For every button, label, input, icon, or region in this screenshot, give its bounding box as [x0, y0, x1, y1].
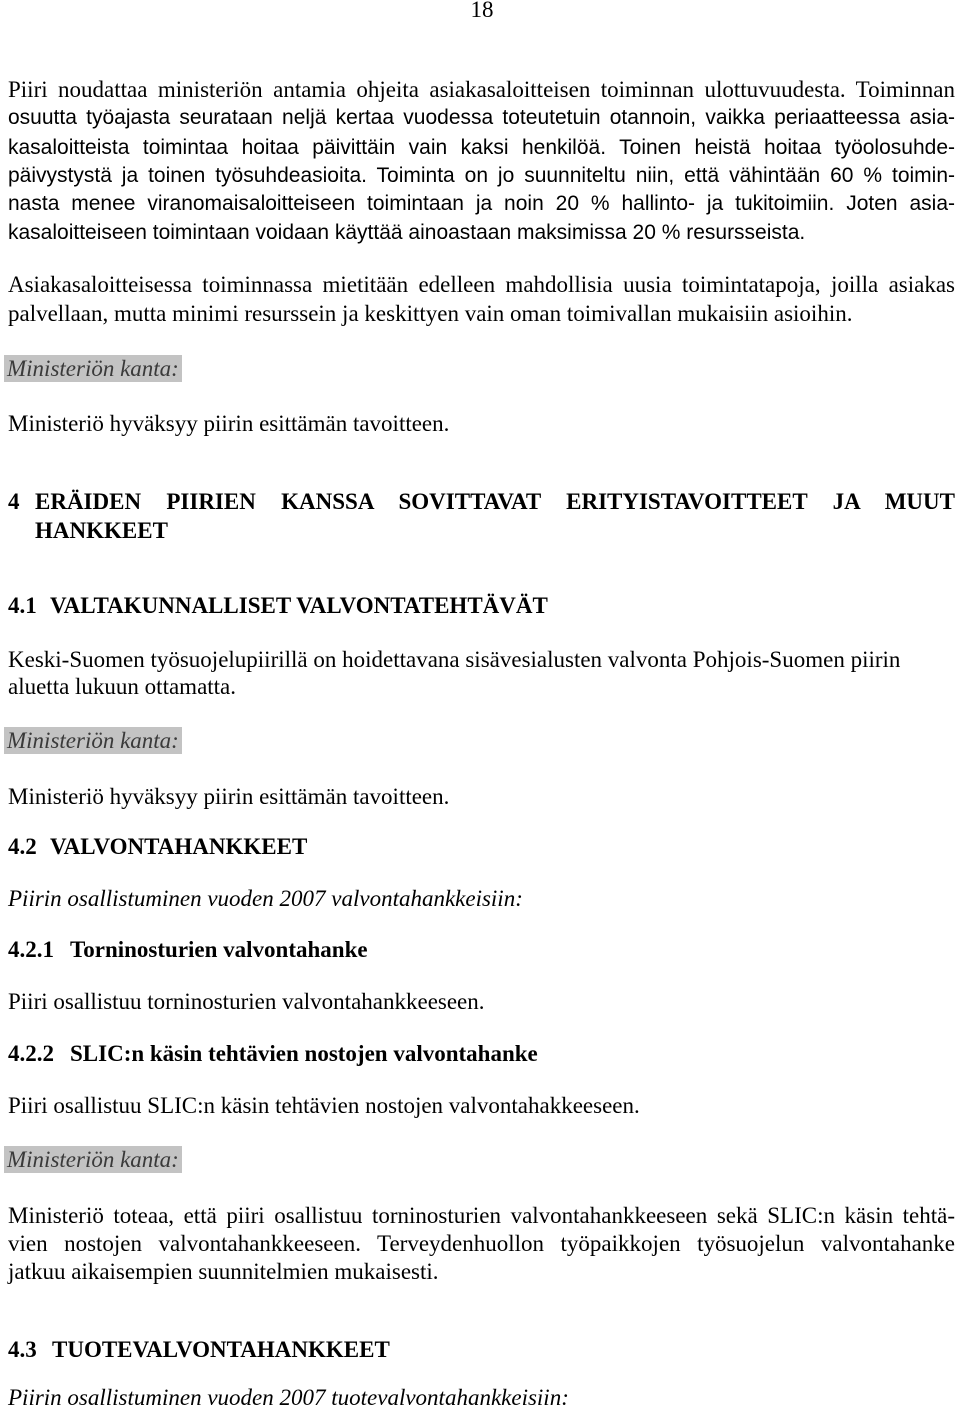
ministry-decision-line: Ministeriö toteaa, että piiri osallistuu torninosturien valvontahankkeeseen sekä SLIC:n käsin tehtä-	[8, 1203, 955, 1228]
subsection-heading	[8, 833, 955, 861]
section-title: VALTAKUNNALLISET VALVONTATEHTÄVÄT	[50, 593, 548, 618]
section-number: 4.2.2	[8, 1041, 54, 1066]
ministry-position-row	[8, 1146, 955, 1174]
section-number: 4.1	[8, 593, 37, 618]
section-title: TUOTEVALVONTAHANKKEET	[52, 1337, 390, 1362]
section-title: ERÄIDEN PIIRIEN KANSSA SOVITTAVAT ERITYISTAVOITTEET JA MUUT	[35, 489, 955, 514]
subsection-heading	[8, 1336, 955, 1364]
section-title: Torninosturien valvontahanke	[70, 937, 368, 962]
paragraph-line: Asiakasaloitteisessa toiminnassa mietitään edelleen mahdollisia uusia toimintatapoja, joilla asiakas	[8, 272, 955, 297]
ministry-position-row	[8, 355, 955, 383]
paragraph-line: Piiri osallistuu torninosturien valvontahankkeeseen.	[8, 989, 485, 1014]
paragraph-line: kasaloitteista toimintaa hoitaa päivittäin vain kaksi henkilöä. Toinen heistä hoitaa työolosuhde-	[8, 136, 955, 159]
subsection-heading	[8, 592, 955, 620]
paragraph-line: aluetta lukuun ottamatta.	[8, 674, 237, 699]
section-number: 4	[8, 489, 20, 514]
subsubsection-heading	[8, 1040, 955, 1068]
ministry-decision-text: Ministeriö hyväksyy piirin esittämän tavoitteen.	[8, 411, 450, 436]
paragraph-line: Piiri noudattaa ministeriön antamia ohjeita asiakasaloitteisen toiminnan ulottuvuudesta. Toiminnan	[8, 77, 955, 102]
italic-subheading: Piirin osallistuminen vuoden 2007 tuotevalvontahankkeisiin:	[8, 1385, 569, 1409]
section-heading-line	[8, 488, 955, 516]
ministry-position-row	[8, 727, 955, 755]
paragraph-line: päivystystä ja toinen työsuhdeasioita. Toiminta on jo suunniteltu niin, että vähintään 60 % toimin-	[8, 164, 955, 187]
section-title-continuation: HANKKEET	[35, 518, 168, 543]
section-title: SLIC:n käsin tehtävien nostojen valvontahanke	[70, 1041, 538, 1066]
italic-subheading: Piirin osallistuminen vuoden 2007 valvontahankkeisiin:	[8, 886, 523, 911]
paragraph-line: palvellaan, mutta minimi resurssein ja keskittyen vain oman toimivallan mukaisiin asioihin.	[8, 301, 853, 326]
section-number: 4.3	[8, 1337, 37, 1362]
paragraph-line: Piiri osallistuu SLIC:n käsin tehtävien nostojen valvontahakkeeseen.	[8, 1093, 640, 1118]
ministry-decision-line: jatkuu aikaisempien suunnitelmien mukaisesti.	[8, 1259, 439, 1284]
page-number: 18	[470, 0, 494, 22]
paragraph-line: osuutta työajasta seurataan neljä kertaa vuodessa toteutetuin otannoin, vaikka periaatteessa asia-	[8, 106, 955, 129]
section-number: 4.2	[8, 834, 37, 859]
paragraph-line: kasaloitteiseen toimintaan voidaan käyttää ainoastaan maksimissa 20 % resursseista.	[8, 221, 806, 244]
ministry-decision-text: Ministeriö hyväksyy piirin esittämän tavoitteen.	[8, 784, 450, 809]
paragraph-line: Keski-Suomen työsuojelupiirillä on hoidettavana sisävesialusten valvonta Pohjois-Suomen piirin	[8, 647, 901, 672]
paragraph-line: nasta menee viranomaisaloitteiseen toimintaan ja noin 20 % hallinto- ja tukitoimiin. Joten asia-	[8, 192, 955, 215]
subsubsection-heading	[8, 936, 955, 964]
ministry-decision-line: vien nostojen valvontahankkeeseen. Terveydenhuollon työpaikkojen työsuojelun valvontahanke	[8, 1231, 955, 1256]
section-title: VALVONTAHANKKEET	[50, 834, 308, 859]
ministry-position-label: Ministeriön kanta:	[4, 355, 182, 382]
section-number: 4.2.1	[8, 937, 54, 962]
ministry-position-label: Ministeriön kanta:	[4, 727, 182, 754]
ministry-position-label: Ministeriön kanta:	[4, 1146, 182, 1173]
